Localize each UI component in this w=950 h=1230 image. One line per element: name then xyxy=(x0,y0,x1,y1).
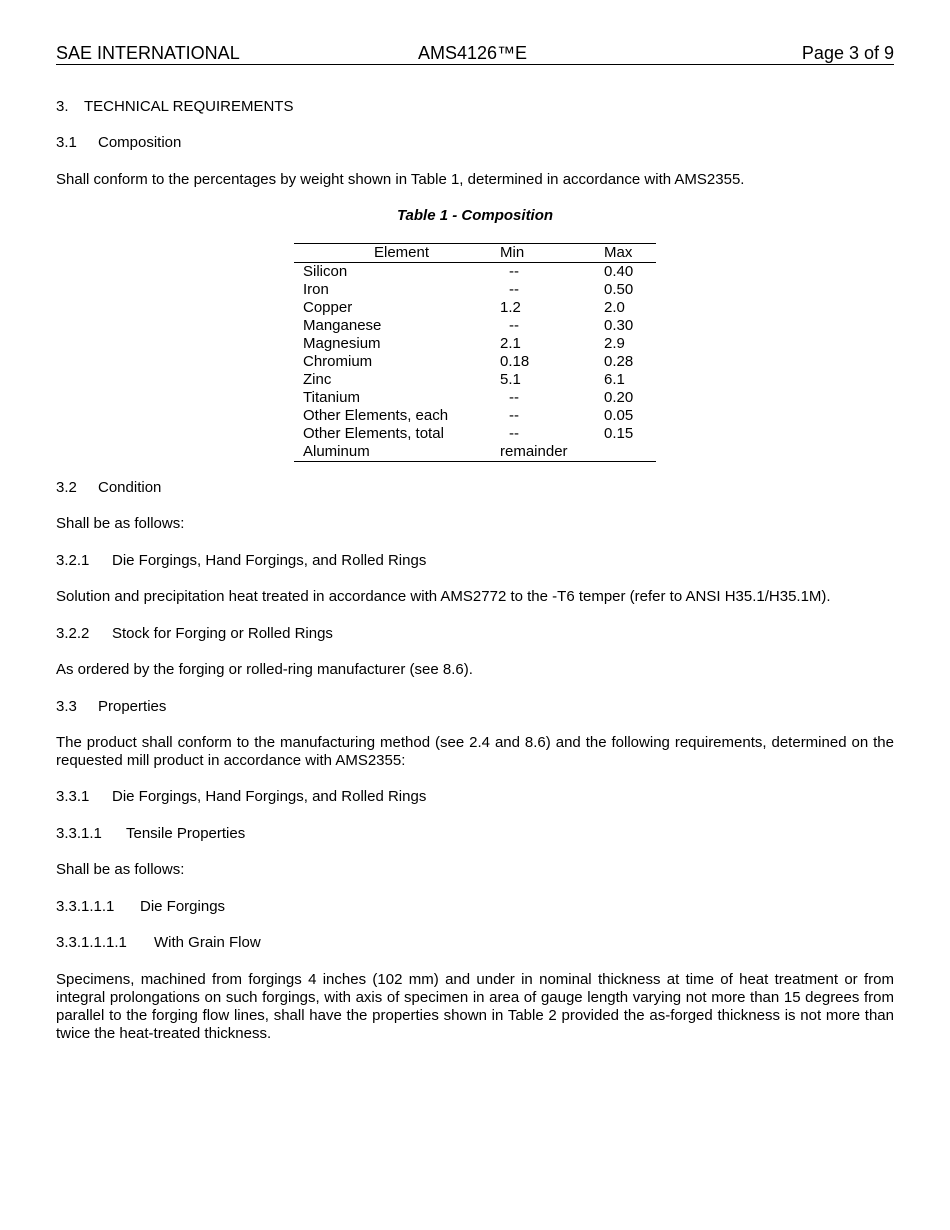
section-3-1-heading xyxy=(56,134,894,152)
cell-max xyxy=(604,443,656,462)
section-title: Die Forgings, Hand Forgings, and Rolled Rings xyxy=(112,552,427,569)
cell-element: Zinc xyxy=(303,371,332,388)
table-header-row xyxy=(294,244,656,263)
table-row xyxy=(294,335,656,353)
cell-min: -- xyxy=(509,407,519,424)
section-title: Stock for Forging or Rolled Rings xyxy=(112,625,333,642)
cell-min: -- xyxy=(509,389,519,406)
composition-table xyxy=(294,243,656,462)
section-3-3-text: The product shall conform to the manufacturing method (see 2.4 and 8.6) and the following requirements, determined on the requested mill product in accordance with AMS2355: xyxy=(56,734,894,769)
header-organization: SAE INTERNATIONAL xyxy=(56,43,240,63)
cell-min: -- xyxy=(509,317,519,334)
section-3-3-1-1-1-heading xyxy=(56,898,894,916)
header-page-number: Page 3 of 9 xyxy=(801,43,894,63)
section-3-2-1-heading xyxy=(56,552,894,570)
section-3-3-heading xyxy=(56,698,894,716)
cell-min: 5.1 xyxy=(500,371,521,388)
cell-element: Aluminum xyxy=(294,443,500,462)
cell-element: Chromium xyxy=(303,353,373,370)
cell-max: 0.30 xyxy=(604,317,634,334)
table-row xyxy=(294,425,656,443)
section-title: Die Forgings xyxy=(140,898,226,915)
cell-max: 0.05 xyxy=(604,407,634,424)
section-title: Condition xyxy=(98,479,162,496)
section-number: 3.1 xyxy=(56,134,77,151)
table-row xyxy=(294,407,656,425)
section-3-2-2-text: As ordered by the forging or rolled-ring manufacturer (see 8.6). xyxy=(56,661,473,678)
section-3-3-1-1-text: Shall be as follows: xyxy=(56,861,185,878)
cell-min: -- xyxy=(509,281,519,298)
section-3-heading xyxy=(56,98,894,116)
table-row xyxy=(294,353,656,371)
cell-min: -- xyxy=(509,263,519,280)
section-title: Die Forgings, Hand Forgings, and Rolled Rings xyxy=(112,788,427,805)
table-row xyxy=(294,281,656,299)
cell-element: Titanium xyxy=(303,389,360,406)
section-number: 3.2.2 xyxy=(56,625,90,642)
cell-min: 0.18 xyxy=(500,353,530,370)
table-row xyxy=(294,299,656,317)
cell-element: Magnesium xyxy=(303,335,381,352)
column-header-element: Element xyxy=(294,244,500,263)
cell-max: 0.28 xyxy=(604,353,634,370)
section-number: 3.2 xyxy=(56,479,77,496)
cell-max: 0.50 xyxy=(604,281,634,298)
section-title: Tensile Properties xyxy=(126,825,246,842)
section-3-2-text: Shall be as follows: xyxy=(56,515,185,532)
cell-max: 2.9 xyxy=(604,335,625,352)
section-number: 3.3.1.1 xyxy=(56,825,102,842)
table-row xyxy=(294,317,656,335)
cell-max: 0.20 xyxy=(604,389,634,406)
cell-min: remainder xyxy=(500,443,604,462)
cell-element: Other Elements, total xyxy=(303,425,444,442)
section-number: 3. xyxy=(56,98,69,115)
section-title: Composition xyxy=(98,134,182,151)
section-3-3-1-1-1-1-text: Specimens, machined from forgings 4 inches (102 mm) and under in nominal thickness at time of heat treatment or from integral prolongations on such forgings, with axis of specimen in area of gauge length varying not more than 15 degrees from parallel to the forging flow lines, shall have the properties shown in Table 2 provided the as-forged thickness is not more than twice the heat-treated thickness. xyxy=(56,971,894,1042)
table-row xyxy=(294,263,656,282)
cell-max: 0.15 xyxy=(604,425,634,442)
section-3-2-1-text: Solution and precipitation heat treated in accordance with AMS2772 to the -T6 temper (refer to ANSI H35.1/H35.1M). xyxy=(56,588,831,605)
section-3-2-heading xyxy=(56,479,894,497)
section-3-3-1-heading xyxy=(56,788,894,806)
section-title: Properties xyxy=(98,698,167,715)
cell-min: 2.1 xyxy=(500,335,521,352)
section-3-1-text: Shall conform to the percentages by weight shown in Table 1, determined in accordance with AMS2355. xyxy=(56,171,745,188)
column-header-min: Min xyxy=(500,244,604,263)
section-number: 3.2.1 xyxy=(56,552,90,569)
cell-element: Silicon xyxy=(303,263,348,280)
column-header-max: Max xyxy=(604,244,656,263)
section-number: 3.3.1.1.1.1 xyxy=(56,934,127,951)
cell-max: 6.1 xyxy=(604,371,625,388)
cell-min: 1.2 xyxy=(500,299,521,316)
page-header xyxy=(56,42,894,65)
cell-element: Iron xyxy=(303,281,329,298)
cell-min: -- xyxy=(509,425,519,442)
table-row xyxy=(294,389,656,407)
cell-max: 2.0 xyxy=(604,299,625,316)
section-title: With Grain Flow xyxy=(154,934,261,951)
table-1-title: Table 1 - Composition xyxy=(396,207,554,224)
cell-element: Manganese xyxy=(303,317,382,334)
section-number: 3.3.1.1.1 xyxy=(56,898,115,915)
cell-element: Other Elements, each xyxy=(303,407,449,424)
section-number: 3.3.1 xyxy=(56,788,90,805)
section-title: TECHNICAL REQUIREMENTS xyxy=(84,98,294,115)
cell-element: Copper xyxy=(303,299,353,316)
header-document-number: AMS4126™E xyxy=(418,43,528,63)
section-3-3-1-1-1-1-heading xyxy=(56,934,894,952)
section-3-2-2-heading xyxy=(56,625,894,643)
cell-max: 0.40 xyxy=(604,263,634,280)
table-row xyxy=(294,443,656,462)
table-row xyxy=(294,371,656,389)
section-number: 3.3 xyxy=(56,698,77,715)
section-3-3-1-1-heading xyxy=(56,825,894,843)
